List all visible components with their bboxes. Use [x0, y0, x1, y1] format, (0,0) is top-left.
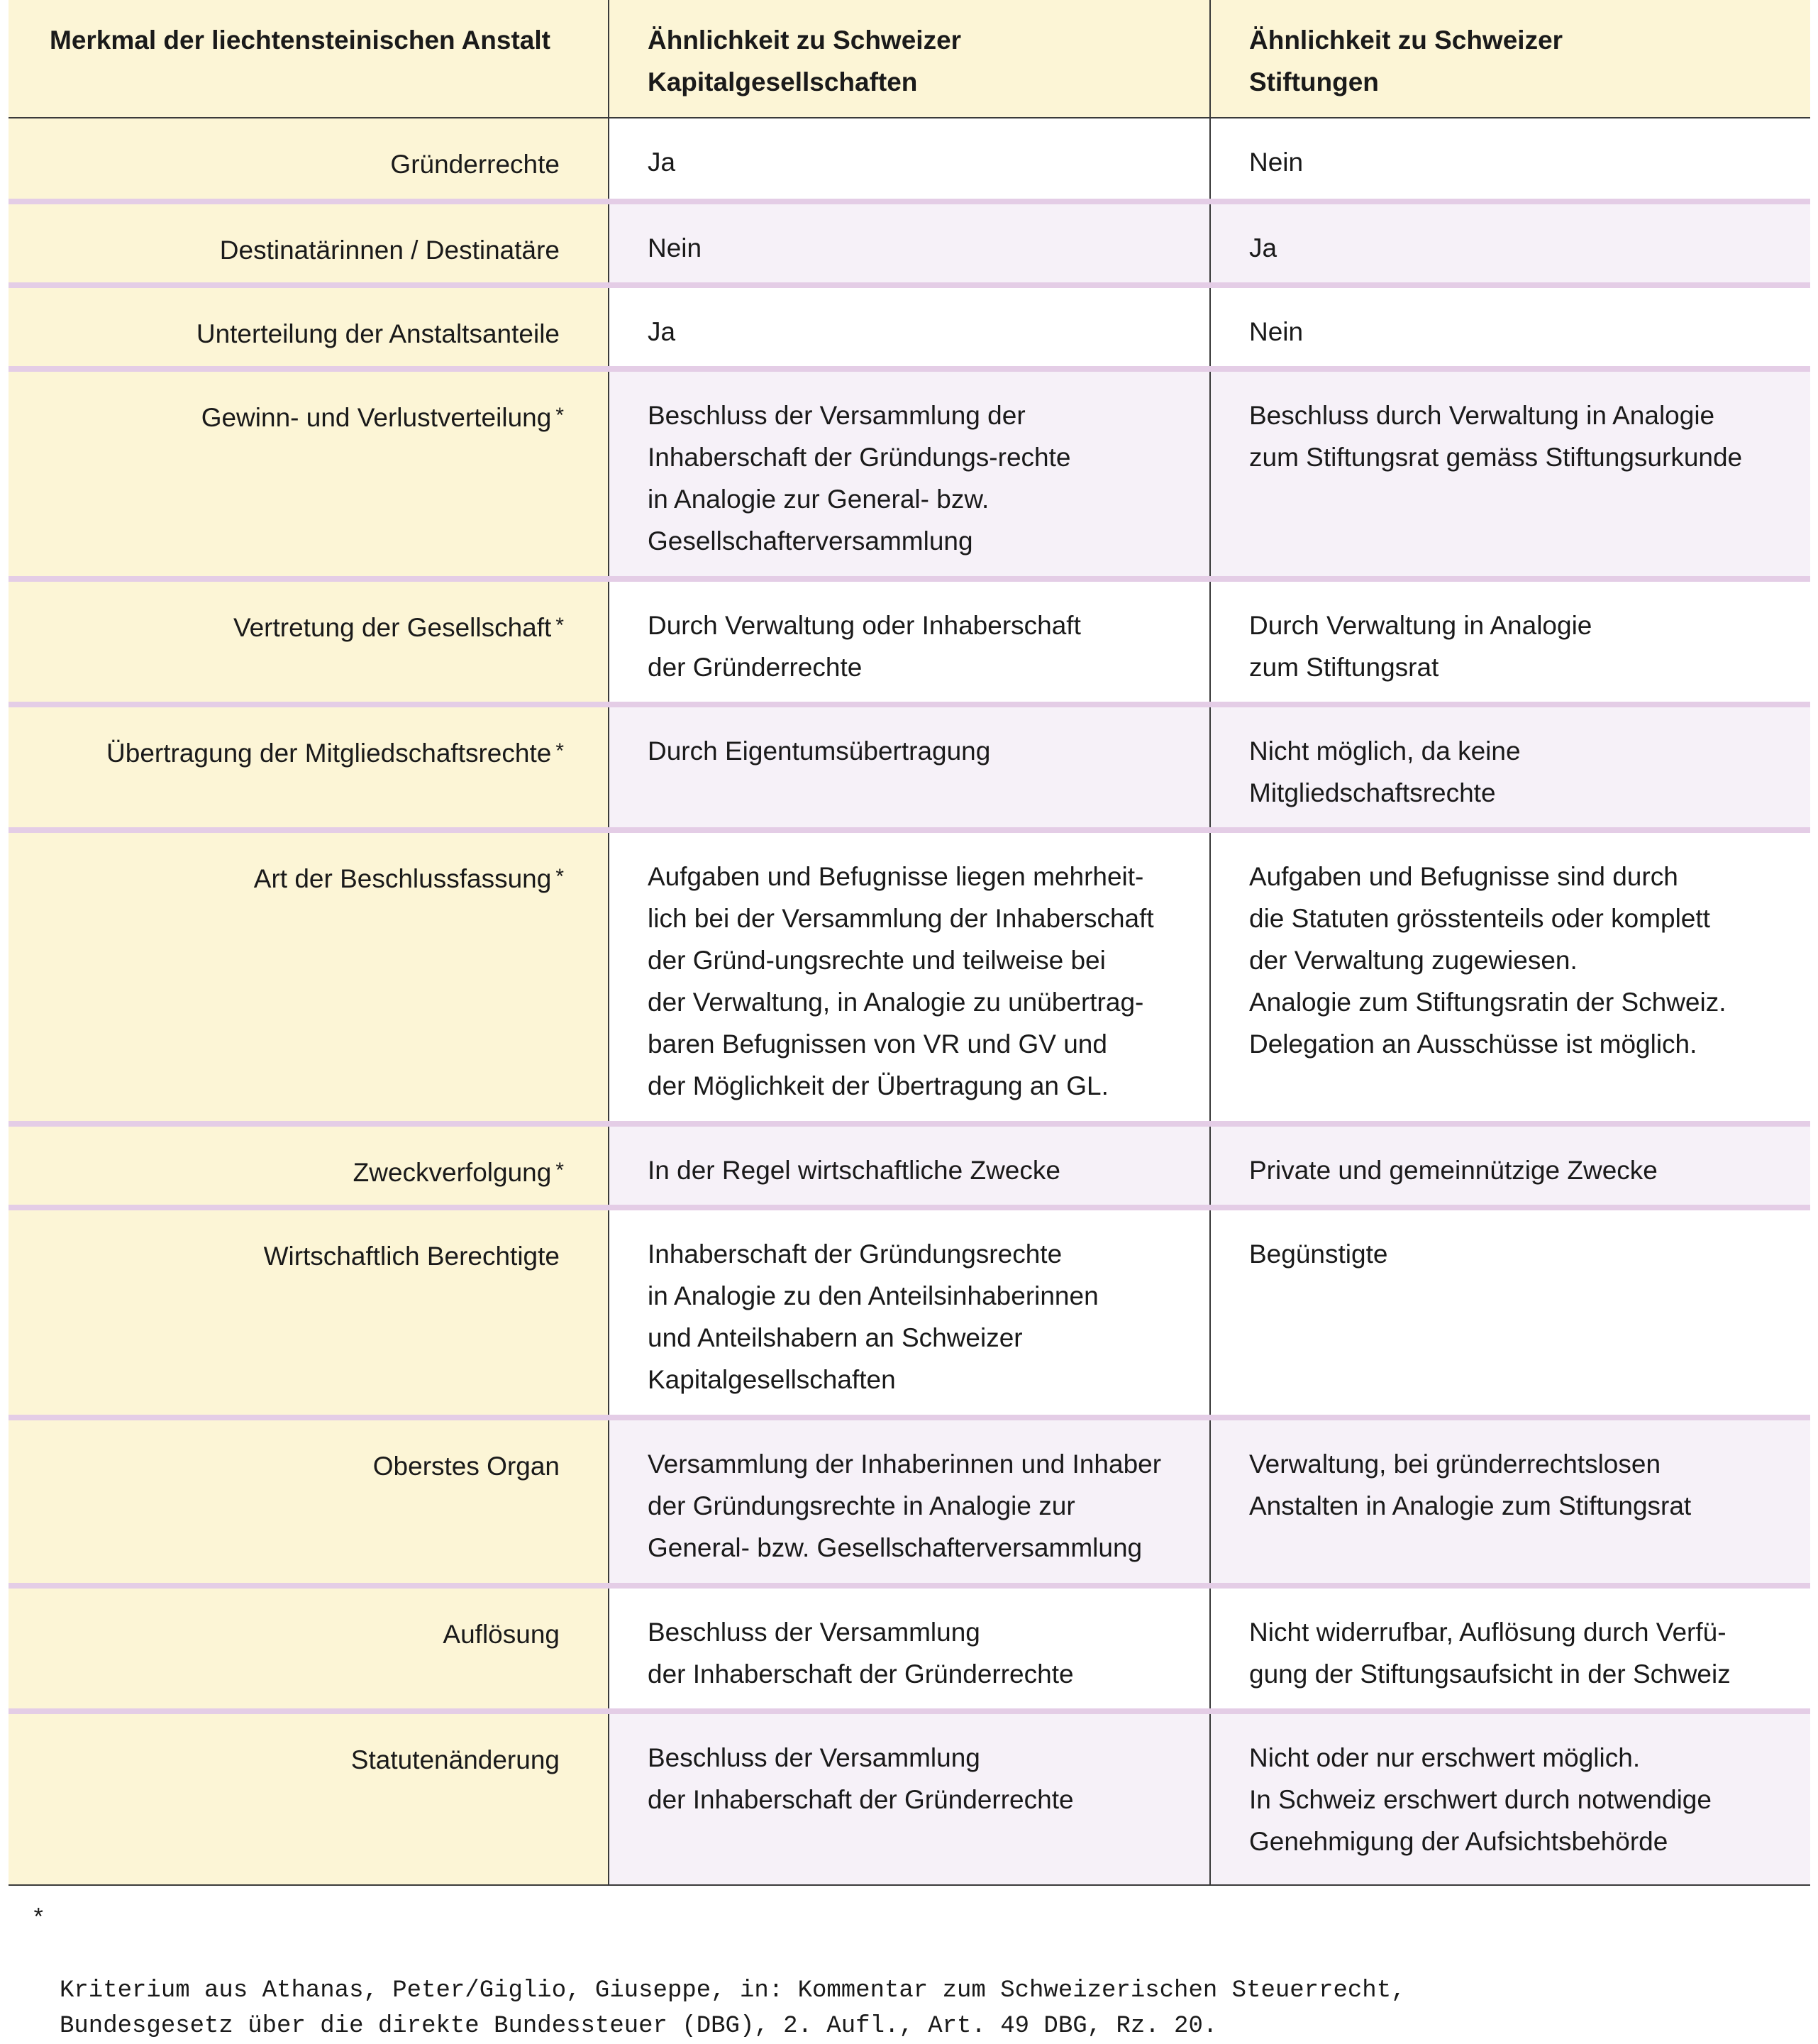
footnote-star — [560, 150, 564, 174]
stiftung-cell — [1210, 705, 1810, 830]
feature-label: Wirtschaftlich Berechtigte — [263, 1242, 560, 1271]
feature-cell — [9, 579, 609, 705]
feature-label: Art der Beschlussfassung — [253, 864, 552, 893]
header-kapitalgesellschaften: Ähnlichkeit zu Schweizer Kapitalgesellschaften — [609, 0, 1210, 118]
feature-cell — [9, 201, 609, 285]
table-row — [9, 1418, 1810, 1586]
feature-label: Gründerrechte — [390, 150, 560, 179]
kapitalgesellschaft-cell — [609, 285, 1210, 369]
stiftung-text: Nein — [1249, 148, 1304, 177]
kapitalgesellschaft-text: Inhaberschaft der Gründungsrechte in Analogie zu den Anteilsinhaberinnen und Anteilshabern an Schweizer Kapitalgesellschaften — [648, 1239, 1099, 1394]
footnote-mark: * — [31, 1906, 46, 1933]
table-row — [9, 579, 1810, 705]
feature-label: Oberstes Organ — [372, 1452, 560, 1481]
table-row — [9, 285, 1810, 369]
stiftung-text: Ja — [1249, 233, 1277, 263]
footnote-text: Kriterium aus Athanas, Peter/Giglio, Giuseppe, in: Kommentar zum Schweizerischen Steuerrecht, Bundesgesetz über die direkte Bundessteuer (DBG), 2. Aufl., Art. 49 DBG, Rz. 20. — [60, 1977, 1406, 2040]
feature-cell — [9, 1124, 609, 1208]
stiftung-cell — [1210, 1586, 1810, 1711]
footnote-star — [560, 320, 564, 343]
stiftung-cell — [1210, 830, 1810, 1124]
stiftung-cell — [1210, 1124, 1810, 1208]
feature-cell — [9, 705, 609, 830]
feature-label: Gewinn- und Verlustverteilung — [201, 403, 552, 432]
feature-cell — [9, 1711, 609, 1885]
kapitalgesellschaft-text: Ja — [648, 317, 676, 346]
table-header-row — [9, 0, 1810, 118]
stiftung-cell — [1210, 1208, 1810, 1418]
table-row — [9, 1586, 1810, 1711]
footnote-star: * — [555, 404, 564, 427]
kapitalgesellschaft-text: Beschluss der Versammlung der Inhaberschaft der Gründerrechte — [648, 1743, 1074, 1814]
feature-cell — [9, 369, 609, 579]
feature-label: Destinatärinnen / Destinatäre — [219, 236, 560, 265]
feature-label: Übertragung der Mitgliedschaftsrechte — [106, 739, 552, 768]
feature-cell — [9, 1586, 609, 1711]
kapitalgesellschaft-cell — [609, 1208, 1210, 1418]
table-row — [9, 369, 1810, 579]
kapitalgesellschaft-cell — [609, 118, 1210, 201]
stiftung-cell — [1210, 369, 1810, 579]
table-body — [9, 118, 1810, 1885]
kapitalgesellschaft-cell — [609, 1586, 1210, 1711]
stiftung-text: Verwaltung, bei gründerrechtslosen Anstalten in Analogie zum Stiftungsrat — [1249, 1449, 1692, 1520]
feature-cell — [9, 1208, 609, 1418]
stiftung-text: Beschluss durch Verwaltung in Analogie zum Stiftungsrat gemäss Stiftungsurkunde — [1249, 401, 1743, 472]
stiftung-text: Nicht möglich, da keine Mitgliedschaftsrechte — [1249, 736, 1521, 807]
kapitalgesellschaft-text: Ja — [648, 148, 676, 177]
kapitalgesellschaft-cell — [609, 1711, 1210, 1885]
feature-label: Unterteilung der Anstaltsanteile — [196, 319, 560, 348]
table-row — [9, 118, 1810, 201]
kapitalgesellschaft-cell — [609, 1418, 1210, 1586]
stiftung-cell — [1210, 285, 1810, 369]
footnote-star — [560, 1620, 564, 1644]
stiftung-text: Private und gemeinnützige Zwecke — [1249, 1156, 1658, 1185]
feature-cell — [9, 1418, 609, 1586]
stiftung-text: Nicht oder nur erschwert möglich. In Schweiz erschwert durch notwendige Genehmigung der Aufsichtsbehörde — [1249, 1743, 1712, 1856]
footnote-star — [560, 1746, 564, 1769]
footnote-star — [560, 1242, 564, 1266]
feature-cell — [9, 118, 609, 201]
feature-label: Vertretung der Gesellschaft — [233, 613, 552, 642]
stiftung-text: Begünstigte — [1249, 1239, 1388, 1269]
stiftung-text: Nein — [1249, 317, 1304, 346]
comparison-table — [9, 0, 1810, 1886]
footnote-star: * — [555, 739, 564, 763]
footnote-star — [560, 1452, 564, 1476]
stiftung-text: Aufgaben und Befugnisse sind durch die Statuten grösstenteils oder komplett der Verwaltung zugewiesen. Analogie zum Stiftungsratin der Schweiz. Delegation an Ausschüsse ist möglich. — [1249, 862, 1726, 1059]
stiftung-text: Nicht widerrufbar, Auflösung durch Verfü- gung der Stiftungsaufsicht in der Schweiz — [1249, 1618, 1731, 1689]
kapitalgesellschaft-cell — [609, 201, 1210, 285]
kapitalgesellschaft-cell — [609, 830, 1210, 1124]
header-feature: Merkmal der liechtensteinischen Anstalt — [9, 0, 609, 118]
kapitalgesellschaft-text: In der Regel wirtschaftliche Zwecke — [648, 1156, 1060, 1185]
footnote-star: * — [555, 1159, 564, 1182]
table-row — [9, 1711, 1810, 1885]
footnote-star: * — [555, 614, 564, 637]
header-stiftungen: Ähnlichkeit zu Schweizer Stiftungen — [1210, 0, 1810, 118]
feature-cell — [9, 285, 609, 369]
table-row — [9, 830, 1810, 1124]
table-row — [9, 1124, 1810, 1208]
stiftung-cell — [1210, 1711, 1810, 1885]
stiftung-cell — [1210, 118, 1810, 201]
table-row — [9, 705, 1810, 830]
table-row — [9, 1208, 1810, 1418]
feature-label: Statutenänderung — [350, 1745, 560, 1774]
kapitalgesellschaft-text: Durch Eigentumsübertragung — [648, 736, 991, 766]
feature-cell — [9, 830, 609, 1124]
kapitalgesellschaft-cell — [609, 1124, 1210, 1208]
footnote — [31, 1902, 1790, 2044]
kapitalgesellschaft-text: Durch Verwaltung oder Inhaberschaft der Gründerrechte — [648, 611, 1081, 682]
kapitalgesellschaft-text: Aufgaben und Befugnisse liegen mehrheit- lich bei der Versammlung der Inhaberschaft der Gründ-ungsrechte und teilweise bei der Verwaltung, in Analogie zu unübertrag- baren Befugnissen von VR und GV und der Möglichkeit der Übertragung an GL. — [648, 862, 1154, 1100]
table-row — [9, 201, 1810, 285]
stiftung-cell — [1210, 579, 1810, 705]
kapitalgesellschaft-text: Nein — [648, 233, 702, 263]
kapitalgesellschaft-cell — [609, 579, 1210, 705]
footnote-star: * — [555, 865, 564, 888]
footnote-star — [560, 236, 564, 260]
kapitalgesellschaft-text: Beschluss der Versammlung der Inhaberschaft der Gründerrechte — [648, 1618, 1074, 1689]
kapitalgesellschaft-text: Versammlung der Inhaberinnen und Inhaber der Gründungsrechte in Analogie zur General- bzw. Gesellschafterversammlung — [648, 1449, 1162, 1562]
feature-label: Zweckverfolgung — [353, 1158, 552, 1187]
feature-label: Auflösung — [443, 1620, 560, 1649]
kapitalgesellschaft-text: Beschluss der Versammlung der Inhaberschaft der Gründungs-rechte in Analogie zur General- bzw. Gesellschafterversammlung — [648, 401, 1071, 556]
comparison-document — [9, 0, 1810, 2040]
stiftung-cell — [1210, 201, 1810, 285]
stiftung-text: Durch Verwaltung in Analogie zum Stiftungsrat — [1249, 611, 1592, 682]
kapitalgesellschaft-cell — [609, 369, 1210, 579]
kapitalgesellschaft-cell — [609, 705, 1210, 830]
stiftung-cell — [1210, 1418, 1810, 1586]
